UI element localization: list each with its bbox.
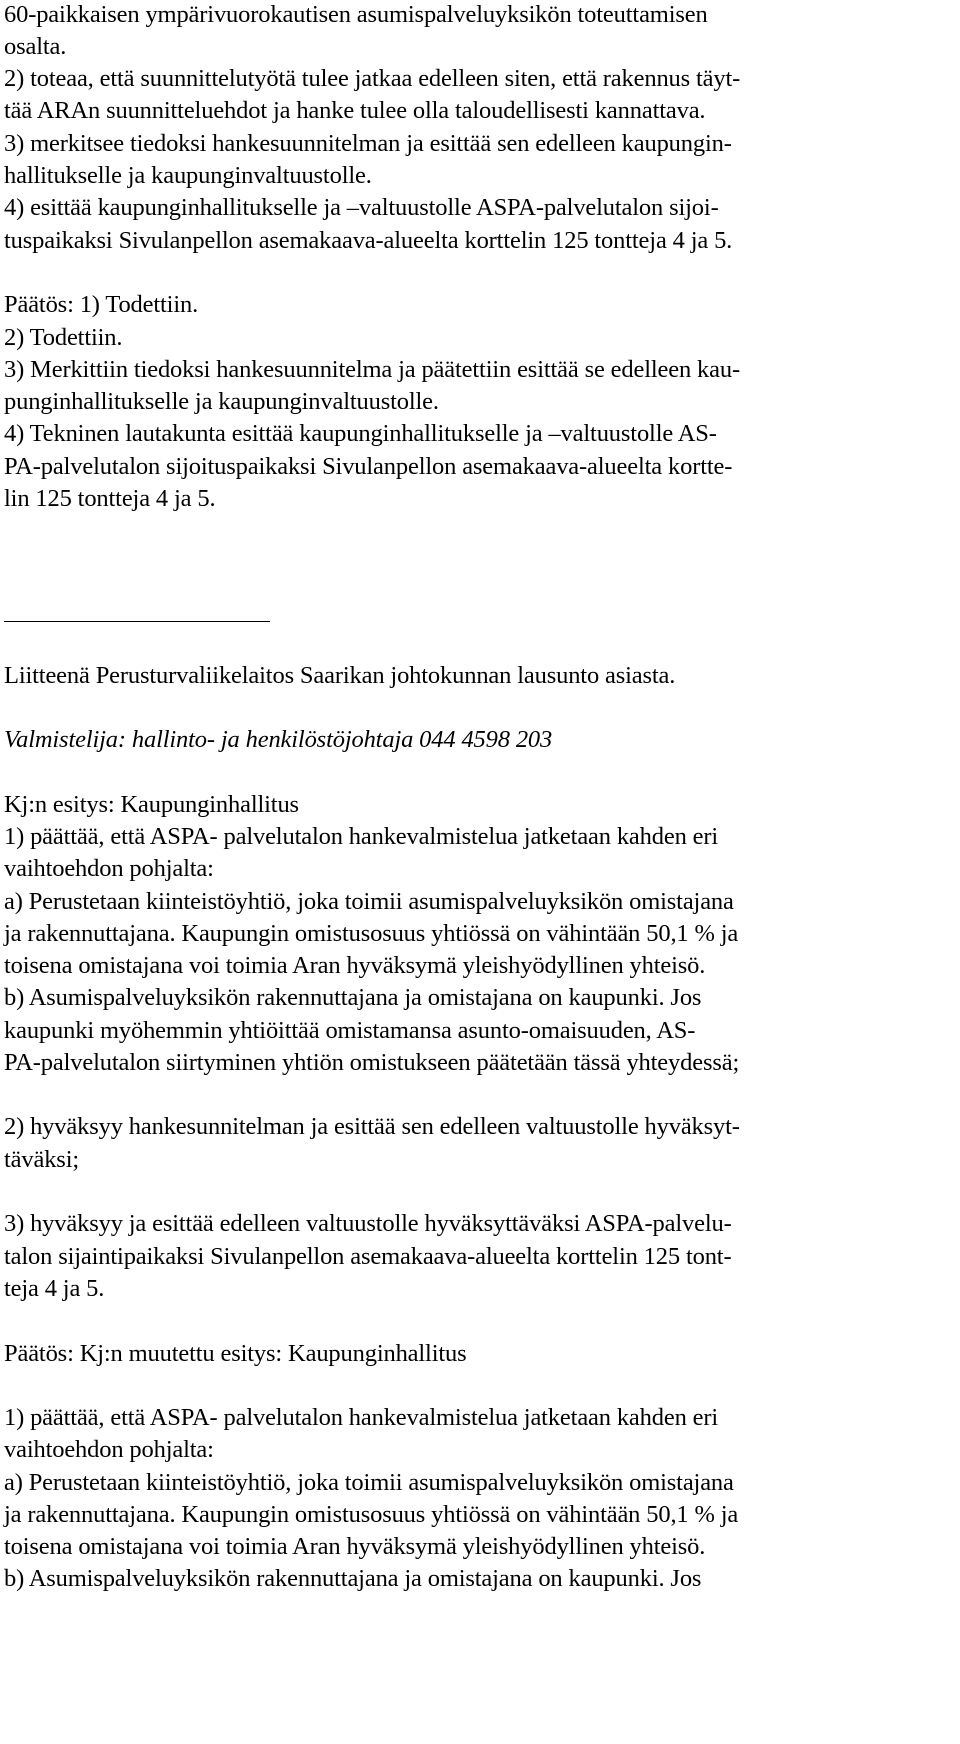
text-line: vaihtoehdon pohjalta: (4, 1436, 214, 1463)
text-line: a) Perustetaan kiinteistöyhtiö, joka toimii asumispalveluyksikön omistajana (4, 1469, 734, 1496)
text-line: osalta. (4, 33, 67, 60)
text-line: tuspaikaksi Sivulanpellon asemakaava-alueelta korttelin 125 tontteja 4 ja 5. (4, 227, 733, 254)
text-line: a) Perustetaan kiinteistöyhtiö, joka toimii asumispalveluyksikön omistajana (4, 888, 734, 915)
text-line: toisena omistajana voi toimia Aran hyväksymä yleishyödyllinen yhteisö. (4, 1533, 706, 1560)
proposal-heading: Kj:n esitys: Kaupunginhallitus (4, 791, 299, 818)
text-line: vaihtoehdon pohjalta: (4, 855, 214, 882)
text-line: lin 125 tontteja 4 ja 5. (4, 485, 216, 512)
text-line: PA-palvelutalon siirtyminen yhtiön omistukseen päätetään tässä yhteydessä; (4, 1049, 740, 1076)
text-line: b) Asumispalveluyksikön rakennuttajana ja omistajana on kaupunki. Jos (4, 1565, 702, 1592)
text-line: punginhallitukselle ja kaupunginvaltuustolle. (4, 388, 439, 415)
text-line: toisena omistajana voi toimia Aran hyväksymä yleishyödyllinen yhteisö. (4, 952, 706, 979)
text-line: ja rakennuttajana. Kaupungin omistusosuus yhtiössä on vähintään 50,1 % ja (4, 920, 739, 947)
text-line: 2) hyväksyy hankesunnitelman ja esittää sen edelleen valtuustolle hyväksyt- (4, 1113, 740, 1140)
text-line: 2) toteaa, että suunnittelutyötä tulee jatkaa edelleen siten, että rakennus täyt- (4, 65, 741, 92)
text-line: PA-palvelutalon sijoituspaikaksi Sivulanpellon asemakaava-alueelta kortte- (4, 453, 733, 480)
attachment-note: Liitteenä Perusturvaliikelaitos Saarikan johtokunnan lausunto asiasta. (4, 662, 676, 689)
text-line: 2) Todettiin. (4, 324, 123, 351)
text-line: 60-paikkaisen ympärivuorokautisen asumispalveluyksikön toteuttamisen (4, 1, 708, 28)
text-line: 3) hyväksyy ja esittää edelleen valtuustolle hyväksyttäväksi ASPA-palvelu- (4, 1210, 732, 1237)
preparer-line: Valmistelija: hallinto- ja henkilöstöjohtaja 044 4598 203 (4, 726, 553, 753)
text-line: 1) päättää, että ASPA- palvelutalon hankevalmistelua jatketaan kahden eri (4, 823, 719, 850)
text-line: kaupunki myöhemmin yhtiöittää omistamansa asunto-omaisuuden, AS- (4, 1017, 696, 1044)
text-line: täväksi; (4, 1146, 80, 1173)
text-line: tää ARAn suunnitteluehdot ja hanke tulee olla taloudellisesti kannattava. (4, 97, 706, 124)
text-line: 4) Tekninen lautakunta esittää kaupunginhallitukselle ja –valtuustolle AS- (4, 420, 717, 447)
text-line: 3) Merkittiin tiedoksi hankesuunnitelma ja päätettiin esittää se edelleen kau- (4, 356, 740, 383)
text-line: 3) merkitsee tiedoksi hankesuunnitelman ja esittää sen edelleen kaupungin- (4, 130, 732, 157)
text-line: teja 4 ja 5. (4, 1275, 105, 1302)
text-line: 4) esittää kaupunginhallitukselle ja –valtuustolle ASPA-palvelutalon sijoi- (4, 194, 719, 221)
decision-heading: Päätös: 1) Todettiin. (4, 291, 199, 318)
separator-rule (4, 621, 270, 622)
text-line: ja rakennuttajana. Kaupungin omistusosuus yhtiössä on vähintään 50,1 % ja (4, 1501, 739, 1528)
text-line: b) Asumispalveluyksikön rakennuttajana ja omistajana on kaupunki. Jos (4, 984, 702, 1011)
decision-heading: Päätös: Kj:n muutettu esitys: Kaupunginhallitus (4, 1340, 467, 1367)
text-line: hallitukselle ja kaupunginvaltuustolle. (4, 162, 372, 189)
text-line: talon sijaintipaikaksi Sivulanpellon asemakaava-alueelta korttelin 125 tont- (4, 1243, 732, 1270)
text-line: 1) päättää, että ASPA- palvelutalon hankevalmistelua jatketaan kahden eri (4, 1404, 719, 1431)
